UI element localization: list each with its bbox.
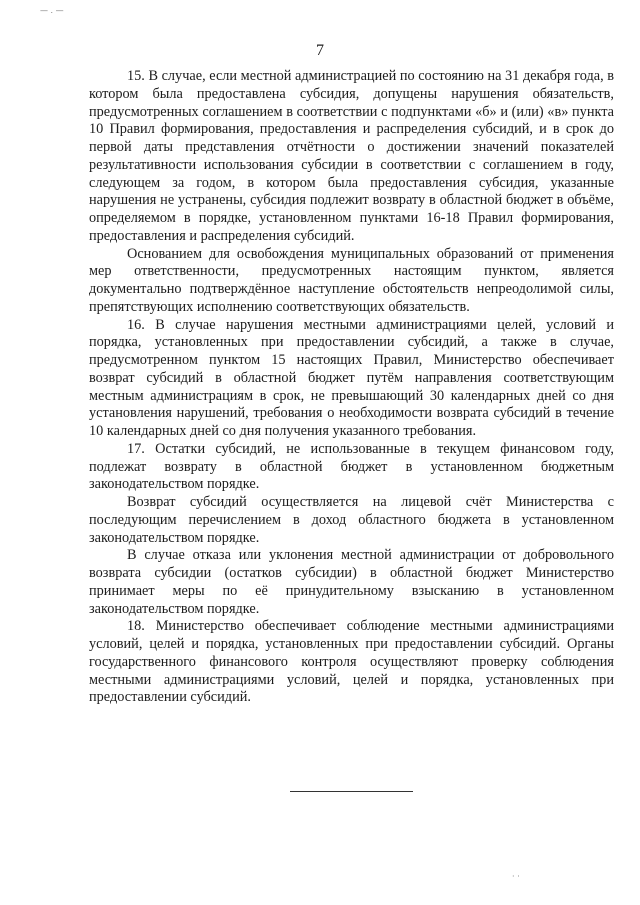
- paragraph-17: 17. Остатки субсидий, не использованные в текущем финансовом году, подлежат возврату в областной бюджет в установленном бюджетным законодательством порядке.: [89, 440, 614, 493]
- paragraph-18: 18. Министерство обеспечивает соблюдение местными администрациями условий, целей и порядка, установленных при предоставлении субсидий. Органы государственного финансового контроля осуществляют проверку соблюдения местными администрациями условий, целей и порядка, установленных при предоставлении субсидий.: [89, 618, 614, 706]
- document-body: [89, 68, 614, 707]
- paragraph-17-refusal: В случае отказа или уклонения местной администрации от добровольного возврата субсидии (остатков субсидии) в областной бюджет Министерство принимает меры по её принудительному взысканию в установленном законодательством порядке.: [89, 547, 614, 617]
- paragraph-16: 16. В случае нарушения местными администрациями целей, условий и порядка, установленных при предоставлении субсидий, а также в случае, предусмотренном пунктом 15 настоящих Правил, Министерство обеспечивает возврат субсидий в областной бюджет путём направления соответствующим местным администрациям в срок, не превышающий 30 календарных дней со дня установления нарушений, требования о необходимости возврата субсидий в течение 10 календарных дней со дня получения указанного требования.: [89, 316, 614, 439]
- page-number: 7: [316, 42, 324, 59]
- paragraph-17-refund: Возврат субсидий осуществляется на лицевой счёт Министерства с последующим перечислением в доход областного бюджета в установленном законодательством порядке.: [89, 494, 614, 546]
- scan-bottom-mark: · ·: [512, 872, 520, 881]
- scan-corner-mark: — . —: [40, 6, 64, 15]
- paragraph-15-exemption: Основанием для освобождения муниципальных образований от применения мер ответственности, предусмотренных настоящим пунктом, является документально подтверждённое наступление обстоятельств непреодолимой силы, препятствующих исполнению соответствующих обязательств.: [89, 245, 614, 315]
- end-of-document-rule: [290, 791, 413, 792]
- paragraph-15: 15. В случае, если местной администрацией по состоянию на 31 декабря года, в котором была предоставлена субсидия, допущены нарушения обязательств, предусмотренных соглашением в соответствии с подпунктами «б» и (или) «в» пункта 10 Правил формирования, предоставления и распределения субсидий, и в срок до первой даты представления отчётности о достижении значений показателей результативности использования субсидии в соответствии с соглашением в году, следующем за годом, в котором была предоставления субсидия, указанные нарушения не устранены, субсидия подлежит возврату в областной бюджет в объёме, определяемом в порядке, установленном пунктами 16-18 Правил формирования, предоставления и распределения субсидий.: [89, 68, 614, 244]
